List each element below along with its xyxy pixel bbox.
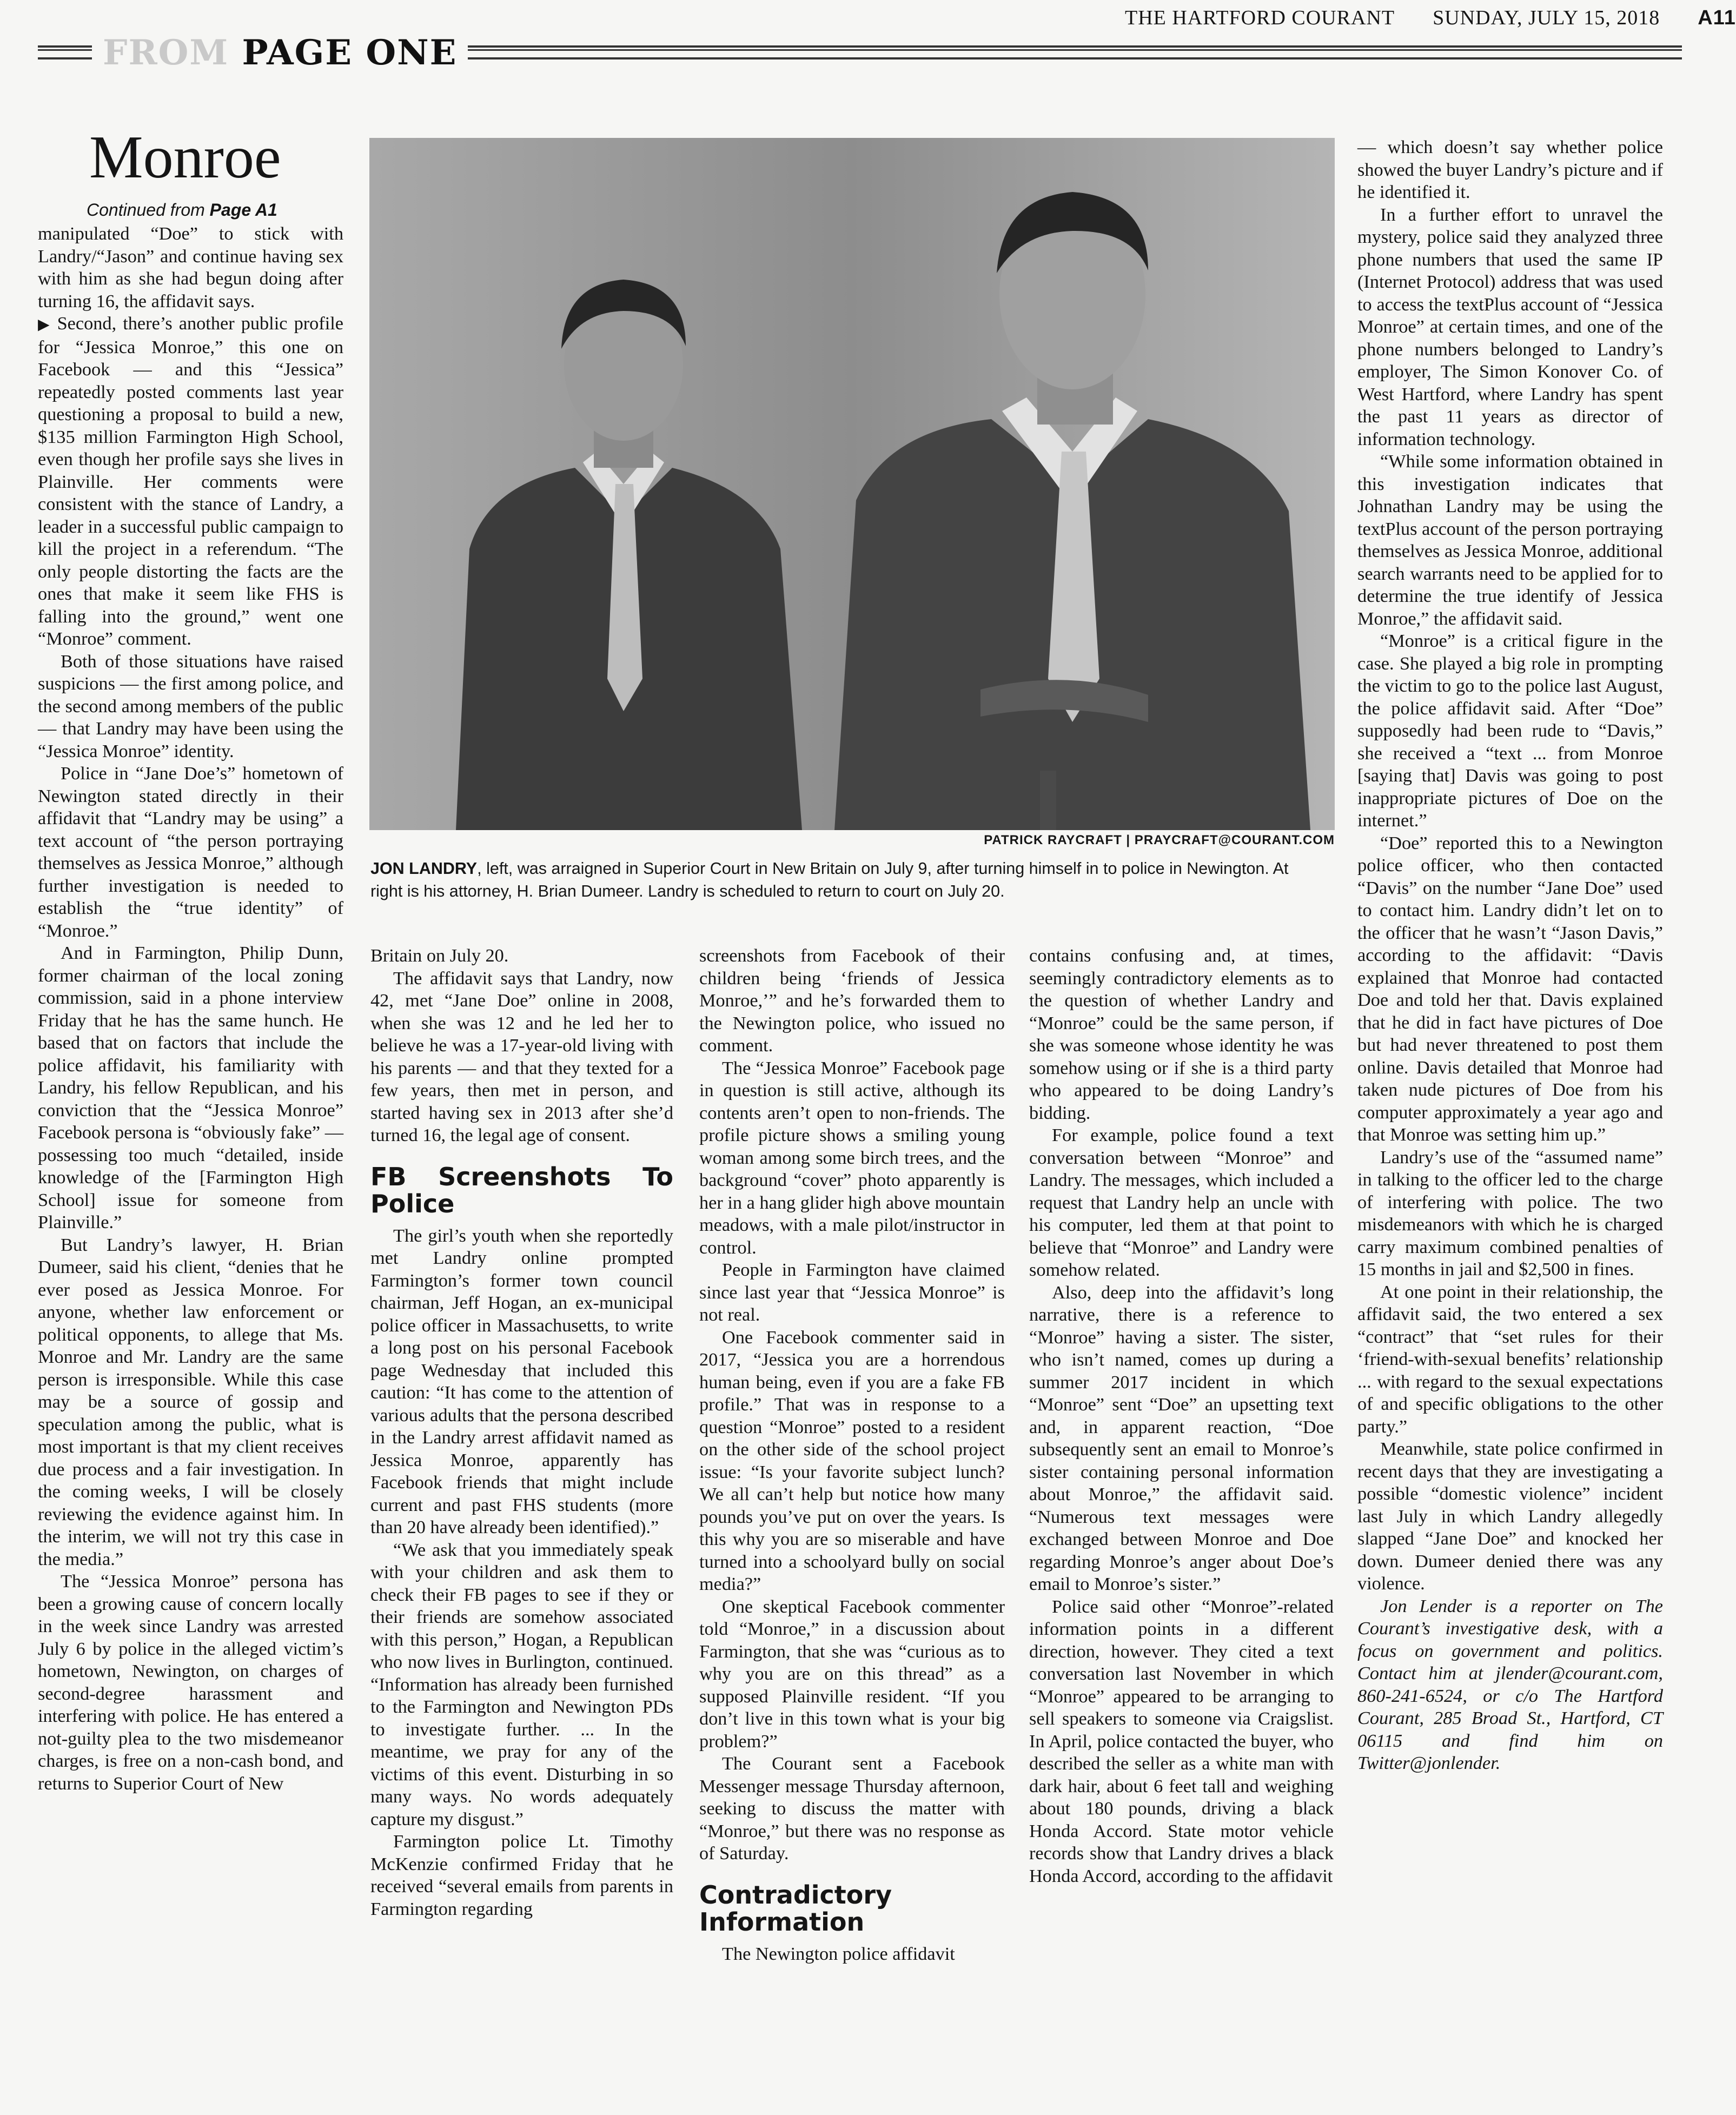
section-title-light: FROM: [103, 32, 229, 73]
headline: Monroe: [89, 124, 281, 191]
flag-rule-right: [468, 45, 1682, 59]
photo-illustration: [369, 138, 1335, 830]
paragraph: One Facebook commenter said in 2017, “Jessica you are a horrendous human being, even if you are a fake FB profile.” That was in response to a question “Monroe” posted to a resident on the other side of the school project issue: “Is your favorite subject lunch? We all can’t help but notice how many pounds you’ve put on over the years. Is this why you are so miserable and have turned into a schoolyard bully on social media?”: [699, 1327, 1005, 1594]
paragraph: And in Farmington, Philip Dunn, former chairman of the local zoning commission, said in a phone interview Friday that he has the same hunch. He based that on factors that include the police affidavit, his familiarity with Landry, his fellow Republican, and his conviction that the “Jessica Monroe” Facebook persona is “obviously fake” — possessing too much “detailed, inside knowledge of the [Farmington High School] issue for someone from Plainville.”: [38, 943, 343, 1232]
paragraph: Landry’s use of the “assumed name” in talking to the officer led to the charge of interfering with police. The two misdemeanors with which he is charged carry maximum combined penalties of 15 months in jail and $2,500 in fines.: [1357, 1146, 1663, 1279]
section-title: [103, 32, 457, 73]
paragraph: “Monroe” is a critical figure in the case. She played a big role in prompting the victim to go to the police last August, the police affidavit said. After “Doe” supposedly had been rude to “Davis,” she received a “text ... from Monroe [saying that] Davis was going to post inappropriate pictures of Doe on the internet.”: [1357, 631, 1663, 831]
page-header: [1125, 4, 1736, 31]
article-column-3: [699, 945, 1005, 1965]
paragraph: The girl’s youth when she reportedly met Landry online prompted Farmington’s former town council chairman, Jeff Hogan, an ex-municipal police officer in Massachusetts, to write a long post on his personal Facebook page Wednesday that included this caution: “It has come to the attention of various adults that the persona described in the Landry arrest affidavit named as Jessica Monroe, apparently has Facebook friends that might include current and past FHS students (more than 20 have already been identified).”: [370, 1225, 673, 1537]
article-column-4: [1029, 945, 1334, 1887]
paragraph: At one point in their relationship, the affidavit said, the two entered a sex “contract” that “set rules for their ‘friend-with-sexual benefits’ relationship ... with regard to the sexual expectations of and specific obligations to the other party.”: [1357, 1281, 1663, 1437]
caption-text: , left, was arraigned in Superior Court in New Britain on July 9, after turning himself in to police in Newington. At right is his attorney, H. Brian Dumeer. Landry is scheduled to return to court on July 20.: [370, 859, 1289, 900]
jump-line: [87, 200, 368, 220]
photo-credit: PATRICK RAYCRAFT | PRAYCRAFT@COURANT.COM: [984, 833, 1335, 847]
flag-rule-left: [38, 45, 92, 59]
section-title-dark: PAGE ONE: [242, 32, 458, 73]
paragraph: For example, police found a text conversation between “Monroe” and Landry. The messages, which included a request that Landry help an uncle with his computer, led them at that point to believe that “Monroe” and Landry were somehow related.: [1029, 1125, 1334, 1280]
microphone-stand: [1040, 771, 1056, 830]
article-column-1: [38, 223, 343, 1795]
paragraph: The Courant sent a Facebook Messenger message Thursday afternoon, seeking to discuss the matter with “Monroe,” but there was no response as of Saturday.: [699, 1753, 1005, 1864]
paragraph: People in Farmington have claimed since last year that “Jessica Monroe” is not real.: [699, 1259, 1005, 1325]
paragraph: “While some information obtained in this investigation indicates that Johnathan Landry may be using the textPlus account of the person portraying themselves as Jessica Monroe, additional search warrants need to be applied for to determine the true identify of Jessica Monroe,” the affidavit said.: [1357, 451, 1663, 629]
paragraph: “Doe” reported this to a Newington police officer, who then contacted “Davis” on the number “Jane Doe” used to contact him. Landry didn’t let on to the officer that he wasn’t “Jason Davis,” according to the affidavit: “Davis explained that Monroe had contacted Doe and told her that. Davis explained that he did in fact have pictures of Doe but had never threatened to post them online. Davis detailed that Monroe had taken nude pictures of Doe from his computer approximately a year ago and that Monroe was setting him up.”: [1357, 832, 1663, 1145]
page-number: A11: [1698, 6, 1736, 29]
subhead: FB Screenshots To Police: [370, 1162, 673, 1218]
caption-name: JON LANDRY: [370, 859, 478, 878]
paragraph: manipulated “Doe” to stick with Landry/“Jason” and continue having sex with him as she had begun doing after turning 16, the affidavit says.: [38, 223, 343, 311]
publication-name: THE HARTFORD COURANT: [1125, 6, 1395, 29]
subhead: Contradictory Information: [699, 1880, 892, 1937]
paragraph: The “Jessica Monroe” persona has been a growing cause of concern locally in the week since Landry was arrested July 6 by police in the alleged victim’s hometown, Newington, on charges of second-degree harassment and interfering with police. He has entered a not-guilty plea to the two misdemeanor charges, is free on a non-cash bond, and returns to Superior Court of New: [38, 1571, 343, 1794]
paragraph: — which doesn’t say whether police showed the buyer Landry’s picture and if he identified it.: [1357, 137, 1663, 202]
paragraph: screenshots from Facebook of their children being ‘friends of Jessica Monroe,’” and he’s forwarded them to the Newington police, who issued no comment.: [699, 945, 1005, 1056]
issue-date: SUNDAY, JULY 15, 2018: [1433, 6, 1660, 29]
paragraph: Also, deep into the affidavit’s long narrative, there is a reference to “Monroe” having a sister. The sister, who isn’t named, comes up during a summer 2017 incident in which “Monroe” sent “Doe” an upsetting text and, in apparent reaction, “Doe subsequently sent an email to Monroe’s sister containing personal information about Monroe,” the affidavit said. “Numerous text messages were exchanged between Monroe and Doe regarding Monroe’s anger about Doe’s email to Monroe’s sister.”: [1029, 1282, 1334, 1594]
paragraph: The Newington police affidavit: [722, 1943, 955, 1964]
paragraph: “We ask that you immediately speak with your children and ask them to check their FB pages to see if they or their friends are somehow associated with this person,” Hogan, a Republican who now lives in Burlington, continued. “Information has already been furnished to the Farmington and Newington PDs to investigate further. ... In the meantime, we pray for any of the victims of this event. Disturbing in so many ways. No words adequately capture my disgust.”: [370, 1539, 673, 1829]
jump-page: Page A1: [209, 200, 277, 220]
bullet-paragraph: ▶ Second, there’s another public profile for “Jessica Monroe,” this one on Facebook — and this “Jessica” repeatedly posted comments last year questioning a proposal to build a new, $135 million Farmington High School, even though her profile says she lives in Plainville. Her comments were consistent with the stance of Landry, a leader in a successful public campaign to kill the project in a referendum. “The only people distorting the facts are the ones that make it seem like FHS is falling into the ground,” went one “Monroe” comment.: [38, 313, 343, 651]
paragraph: One skeptical Facebook commenter told “Monroe,” in a discussion about Farmington, that she was “curious as to why you are on this thread” as a supposed Plainville resident. “If you don’t live in this town what is your big problem?”: [699, 1596, 1005, 1752]
author-note: Jon Lender is a reporter on The Courant’s investigative desk, with a focus on government and politics. Contact him at jlender@courant.com, 860-241-6524, or c/o The Hartford Courant, 285 Broad St., Hartford, CT 06115 and find him on Twitter@jonlender.: [1357, 1595, 1663, 1773]
photo-caption: [370, 857, 1322, 903]
paragraph: Both of those situations have raised suspicions — the first among police, and the second among members of the public — that Landry may have been using the “Jessica Monroe” identity.: [38, 651, 343, 761]
paragraph: Farmington police Lt. Timothy McKenzie confirmed Friday that he received “several emails from parents in Farmington regarding: [370, 1831, 673, 1919]
paragraph: Britain on July 20.: [370, 945, 509, 966]
jump-prefix: Continued from: [87, 200, 210, 220]
article-column-2: [370, 945, 673, 1920]
paragraph: The affidavit says that Landry, now 42, met “Jane Doe” online in 2008, when she was 12 and he led her to believe he was a 17-year-old living with his parents — and that they texted for a few years, then met in person, and started having sex in 2013 after she’d turned 16, the legal age of consent.: [370, 967, 673, 1145]
paragraph: The “Jessica Monroe” Facebook page in question is still active, although its contents aren’t open to non-friends. The profile picture shows a smiling young woman among some birch trees, and the background “cover” photo apparently is her in a hang glider high above mountain meadows, with a male pilot/instructor in control.: [699, 1057, 1005, 1258]
paragraph: But Landry’s lawyer, H. Brian Dumeer, said his client, “denies that he ever posed as Jessica Monroe. For anyone, whether law enforcement or political opponents, to allege that Ms. Monroe and Mr. Landry are the same person is irresponsible. While this case may be a source of gossip and speculation among the public, what is most important is that my client receives due process and a fair investigation. In the coming weeks, I will be closely reviewing the evidence against him. In the interim, we will not try this case in the media.”: [38, 1234, 343, 1569]
article-column-5: [1357, 136, 1663, 1775]
paragraph: In a further effort to unravel the mystery, police said they analyzed three phone numbers that used the same IP (Internet Protocol) address that was used to access the textPlus account of “Jessica Monroe” at certain times, and one of the phone numbers belonged to Landry’s employer, The Simon Konover Co. of West Hartford, where Landry has spent the past 11 years as director of information technology.: [1357, 204, 1663, 449]
section-flag: [38, 34, 1682, 71]
paragraph: Police said other “Monroe”-related information points in a different direction, however. They cited a text conversation last November in which “Monroe” appeared to be arranging to sell speakers to someone via Craigslist. In April, police contacted the buyer, who described the seller as a white man with dark hair, about 6 feet tall and weighing about 180 pounds, driving a black Honda Accord. State motor vehicle records show that Landry drives a black Honda Accord, according to the affidavit: [1029, 1596, 1334, 1886]
paragraph: Meanwhile, state police confirmed in recent days that they are investigating a possible “domestic violence” incident last July in which Landry allegedly slapped “Jane Doe” and knocked her down. Dumeer denied there was any violence.: [1357, 1438, 1663, 1594]
news-photo: [369, 138, 1335, 830]
paragraph: Police in “Jane Doe’s” hometown of Newington stated directly in their affidavit that “Landry may be using” a text account of “the person portraying themselves as Jessica Monroe,” although further investigation is needed to establish the “true identity” of “Monroe.”: [38, 763, 343, 941]
paragraph: contains confusing and, at times, seemingly contradictory elements as to the question of whether Landry and “Monroe” could be the same person, if she was someone whose identity he was somehow using or if she is a third party who appeared to be doing Landry’s bidding.: [1029, 945, 1334, 1123]
